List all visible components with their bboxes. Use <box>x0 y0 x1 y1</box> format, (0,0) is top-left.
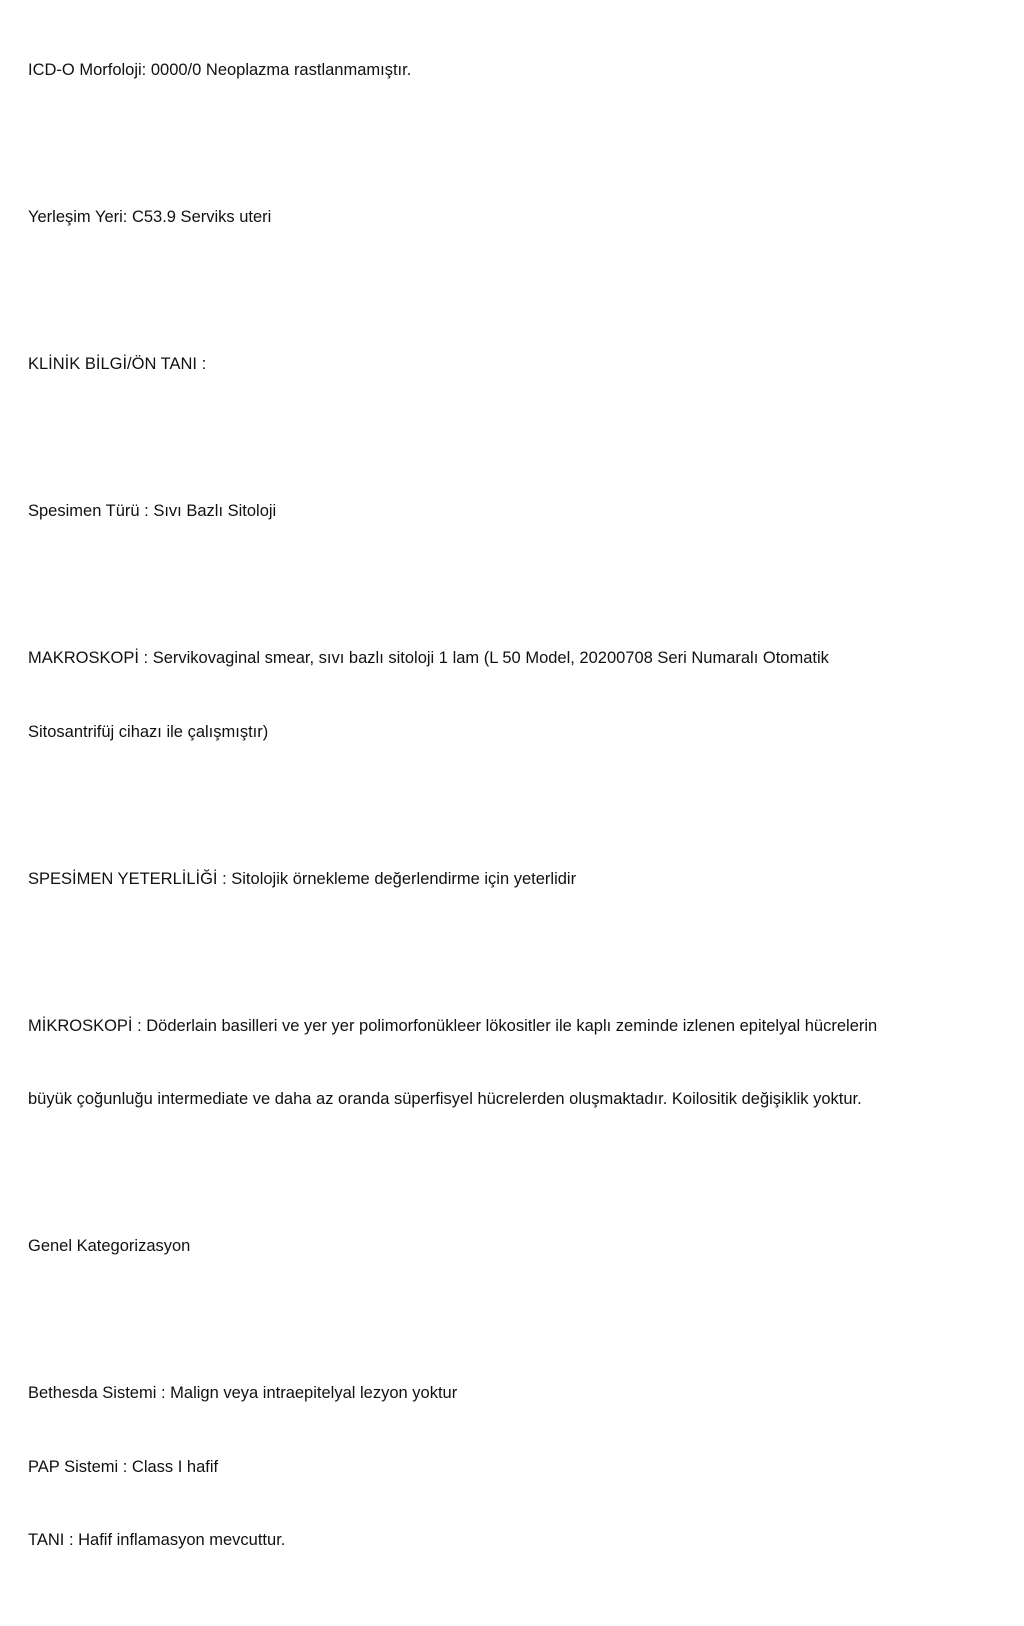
diagnosis-line: TANI : Hafif inflamasyon mevcuttur. <box>28 1531 286 1549</box>
pap-line: PAP Sistemi : Class I hafif <box>28 1457 219 1476</box>
icdo-morphology <box>28 9 1008 132</box>
conclusion-block <box>28 1332 1008 1602</box>
microscopy-line-1: MİKROSKOPİ : Döderlain basilleri ve yer yer polimorfonükleer lökositler ile kaplı zeminde izlenen epitelyal hücrelerin <box>28 1016 878 1035</box>
location <box>28 156 1008 279</box>
specimen-type-text: Spesimen Türü : Sıvı Bazlı Sitoloji <box>28 502 277 520</box>
general-category <box>28 1185 1008 1308</box>
microscopy <box>28 965 1008 1161</box>
general-category-text: Genel Kategorizasyon <box>28 1237 191 1255</box>
clinical-info-text: KLİNİK BİLGİ/ÖN TANI : <box>28 355 207 373</box>
specimen-adequacy-text: SPESİMEN YETERLİLİĞİ : Sitolojik örnekleme değerlendirme için yeterlidir <box>28 869 577 888</box>
microscopy-line-2: büyük çoğunluğu intermediate ve daha az oranda süperfisyel hücrelerden oluşmaktadır. Koilositik değişiklik yoktur. <box>28 1090 862 1108</box>
clinical-info <box>28 303 1008 426</box>
location-text: Yerleşim Yeri: C53.9 Serviks uteri <box>28 208 272 226</box>
bethesda-line: Bethesda Sistemi : Malign veya intraepitelyal lezyon yoktur <box>28 1384 458 1402</box>
macroscopy-line-2: Sitosantrifüj cihazı ile çalışmıştır) <box>28 722 269 741</box>
specimen-adequacy <box>28 818 1008 941</box>
specimen-type <box>28 450 1008 573</box>
macroscopy <box>28 597 1008 793</box>
pathology-report <box>28 9 1008 1626</box>
icdo-morphology-text: ICD-O Morfoloji: 0000/0 Neoplazma rastlanmamıştır. <box>28 61 412 79</box>
macroscopy-line-1: MAKROSKOPİ : Servikovaginal smear, sıvı bazlı sitoloji 1 lam (L 50 Model, 20200708 Seri Numaralı Otomatik <box>28 649 829 667</box>
